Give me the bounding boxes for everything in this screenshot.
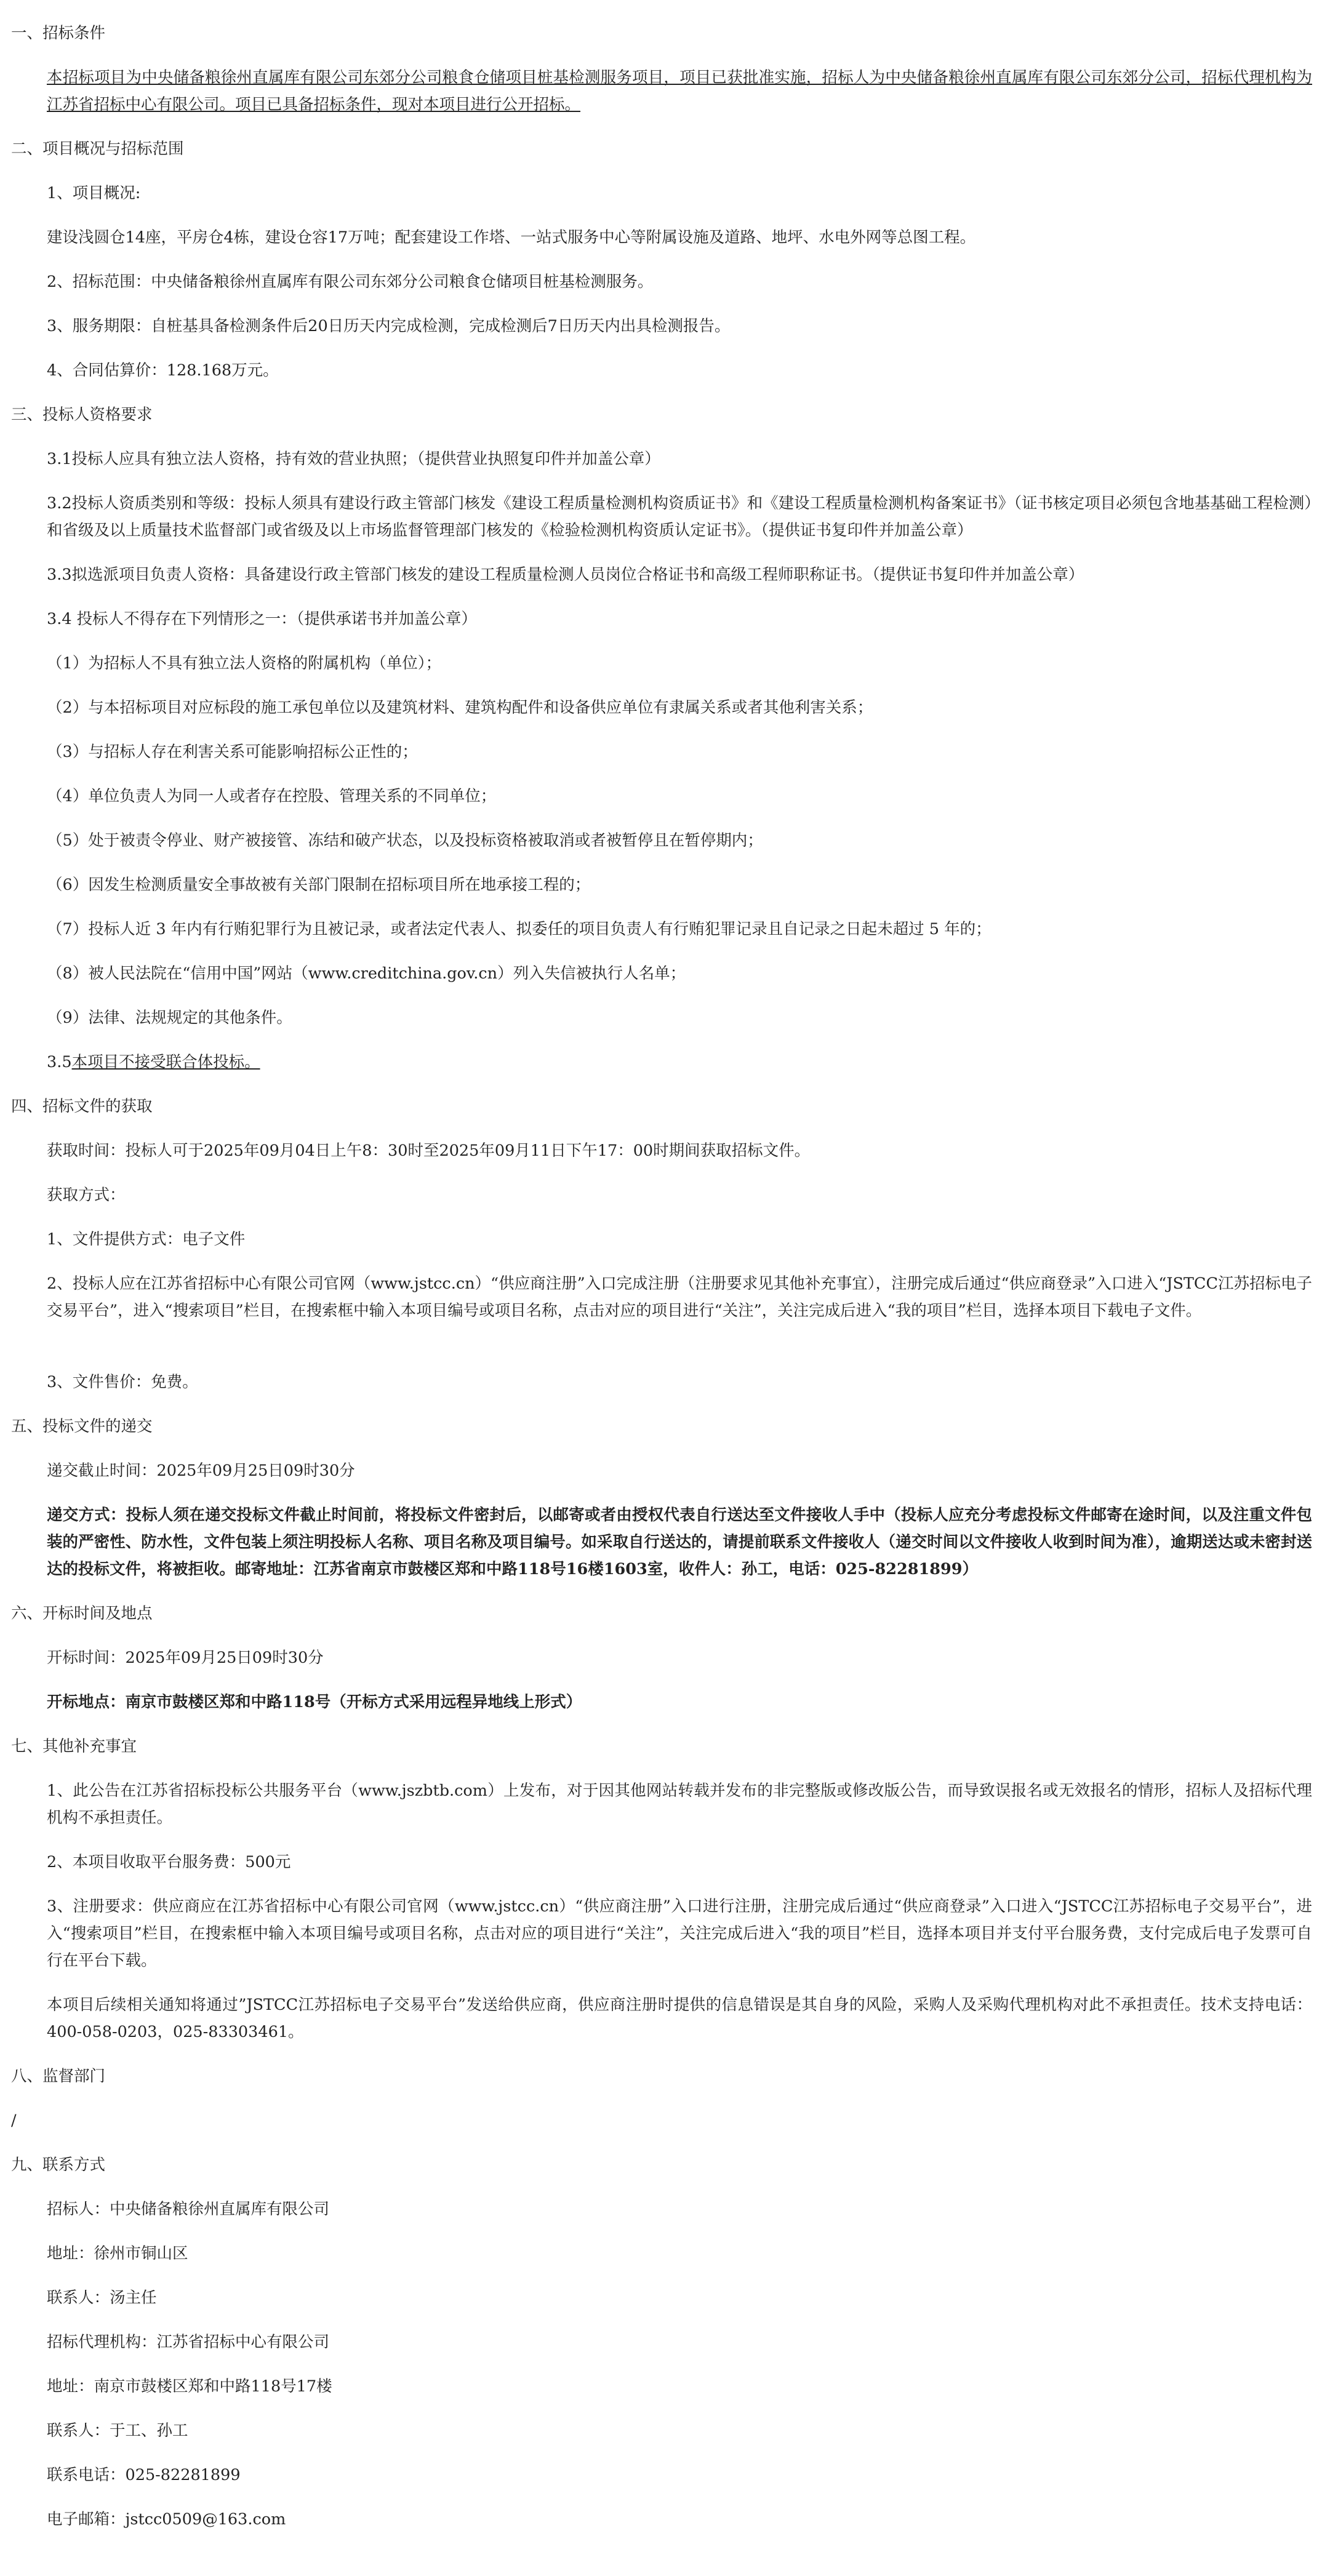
list-item: （2）与本招标项目对应标段的施工承包单位以及建筑材料、建筑构配件和设备供应单位有隶属关系或者其他利害关系； [47, 698, 873, 717]
acquisition-method-label: 获取方式： [47, 1186, 126, 1204]
supplement-item-4: 本项目后续相关通知将通过”JSTCC江苏招标电子交易平台”发送给供应商，供应商注册时提供的信息错误是其自身的风险，采购人及采购代理机构对此不承担责任。技术支持电话：400-058-0203，025-83303461。 [47, 1996, 1312, 2041]
list-item: （8）被人民法院在“信用中国”网站（www.creditchina.gov.cn）列入失信被执行人名单； [47, 964, 686, 983]
acquisition-time: 获取时间：投标人可于2025年09月04日上午8：30时至2025年09月11日下午17：00时期间获取招标文件。 [47, 1142, 811, 1160]
project-overview-text: 建设浅圆仓14座，平房仓4栋，建设仓容17万吨；配套建设工作塔、一站式服务中心等附属设施及道路、地坪、水电外网等总图工程。 [47, 228, 976, 247]
supplement-item-3: 3、注册要求：供应商应在江苏省招标中心有限公司官网（www.jstcc.cn）“供应商注册”入口进行注册，注册完成后通过“供应商登录”入口进入“JSTCC江苏招标电子交易平台”，进入“搜索项目”栏目，在搜索框中输入本项目编号或项目名称，点击对应的项目进行“关注”，关注完成后进入“我的项目”栏目，选择本项目并支付平台服务费，支付完成后电子发票可自行在平台下载。 [47, 1897, 1312, 1970]
section-heading: 二、项目概况与招标范围 [11, 140, 184, 158]
requirement-3-3: 3.3拟选派项目负责人资格：具备建设行政主管部门核发的建设工程质量检测人员岗位合格证书和高级工程师职称证书。（提供证书复印件并加盖公章） [47, 566, 1084, 584]
project-overview-label: 1、项目概况: [47, 184, 141, 202]
supplement-item-1: 1、此公告在江苏省招标投标公共服务平台（www.jszbtb.com）上发布，对于因其他网站转载并发布的非完整版或修改版公告，而导致误报名或无效报名的情形，招标人及招标代理机构不承担责任。 [47, 1782, 1312, 1827]
list-item: （3）与招标人存在利害关系可能影响招标公正性的； [47, 743, 418, 761]
list-item: （5）处于被责令停业、财产被接管、冻结和破产状态，以及投标资格被取消或者被暂停且在暂停期内； [47, 831, 763, 850]
section-heading: 七、其他补充事宜 [11, 1737, 137, 1756]
tender-conditions-paragraph: 本招标项目为中央储备粮徐州直属库有限公司东郊分公司粮食仓储项目桩基检测服务项目，项目已获批准实施，招标人为中央储备粮徐州直属库有限公司东郊分公司，招标代理机构为江苏省招标中心有限公司。项目已具备招标条件，现对本项目进行公开招标。 [47, 68, 1312, 114]
tenderer-contact: 联系人：汤主任 [47, 2289, 157, 2307]
requirement-3-5-prefix: 3.5 [47, 1053, 72, 1071]
list-item: （7）投标人近 3 年内有行贿犯罪行为且被记录，或者法定代表人、拟委任的项目负责人有行贿犯罪记录且自记录之日起未超过 5 年的； [47, 920, 991, 938]
agency-contact: 联系人：于工、孙工 [47, 2422, 188, 2440]
requirement-3-2: 3.2投标人资质类别和等级：投标人须具有建设行政主管部门核发《建设工程质量检测机构资质证书》和《建设工程质量检测机构备案证书》（证书核定项目必须包含地基基础工程检测）和省级及以上质量技术监督部门或省级及以上市场监督管理部门核发的《检验检测机构资质认定证书》。（提供证书复印件并加盖公章） [47, 494, 1312, 540]
list-item: （6）因发生检测质量安全事故被有关部门限制在招标项目所在地承接工程的； [47, 876, 591, 894]
requirement-3-4: 3.4 投标人不得存在下列情形之一：（提供承诺书并加盖公章） [47, 610, 477, 628]
agency-email: 电子邮箱：jstcc0509@163.com [47, 2510, 286, 2529]
submission-method: 递交方式：投标人须在递交投标文件截止时间前，将投标文件密封后，以邮寄或者由授权代表自行送达至文件接收人手中（投标人应充分考虑投标文件邮寄在途时间，以及注重文件包装的严密性、防水性，文件包装上须注明投标人名称、项目名称及项目编号。如采取自行送达的，请提前联系文件接收人（递交时间以文件接收人收到时间为准），逾期送达或未密封送达的投标文件，将被拒收。邮寄地址：江苏省南京市鼓楼区郑和中路118号16楼1603室，收件人：孙工，电话：025-82281899） [47, 1506, 1312, 1578]
section-heading: 九、联系方式 [11, 2156, 106, 2174]
section-heading: 六、开标时间及地点 [11, 1604, 153, 1623]
list-item: （9）法律、法规规定的其他条件。 [47, 1009, 292, 1027]
tenderer-address: 地址：徐州市铜山区 [47, 2244, 188, 2263]
section-heading: 三、投标人资格要求 [11, 406, 153, 424]
agency-name: 招标代理机构：江苏省招标中心有限公司 [47, 2333, 330, 2351]
section-heading: 四、招标文件的获取 [11, 1097, 153, 1116]
acquisition-instructions: 2、投标人应在江苏省招标中心有限公司官网（www.jstcc.cn）“供应商注册”入口完成注册（注册要求见其他补充事宜），注册完成后通过“供应商登录”入口进入“JSTCC江苏招标电子交易平台”，进入“搜索项目”栏目，在搜索框中输入本项目编号或项目名称，点击对应的项目进行“关注”，关注完成后进入“我的项目”栏目，选择本项目下载电子文件。 [47, 1274, 1312, 1320]
tender-scope: 2、招标范围：中央储备粮徐州直属库有限公司东郊分公司粮食仓储项目桩基检测服务。 [47, 273, 654, 291]
section-heading: 八、监督部门 [11, 2067, 106, 2086]
file-format: 1、文件提供方式：电子文件 [47, 1230, 246, 1249]
agency-phone: 联系电话：025-82281899 [47, 2466, 241, 2484]
supplement-item-2: 2、本项目收取平台服务费：500元 [47, 1853, 291, 1871]
tenderer-name: 招标人：中央储备粮徐州直属库有限公司 [47, 2200, 330, 2218]
contract-estimate: 4、合同估算价：128.168万元。 [47, 361, 279, 380]
list-item: （4）单位负责人为同一人或者存在控股、管理关系的不同单位； [47, 787, 497, 806]
requirement-3-5 [47, 1049, 260, 1076]
section-heading: 一、招标条件 [11, 24, 106, 42]
supervision-content: / [11, 2111, 17, 2130]
requirement-3-5-text: 本项目不接受联合体投标。 [71, 1053, 260, 1071]
submission-deadline: 递交截止时间：2025年09月25日09时30分 [47, 1462, 355, 1480]
section-heading: 五、投标文件的递交 [11, 1417, 153, 1436]
agency-address: 地址：南京市鼓楼区郑和中路118号17楼 [47, 2377, 332, 2396]
file-price: 3、文件售价：免费。 [47, 1373, 198, 1391]
requirement-3-1: 3.1投标人应具有独立法人资格，持有效的营业执照；（提供营业执照复印件并加盖公章） [47, 450, 660, 468]
service-period: 3、服务期限：自桩基具备检测条件后20日历天内完成检测，完成检测后7日历天内出具检测报告。 [47, 317, 731, 335]
opening-time: 开标时间：2025年09月25日09时30分 [47, 1649, 324, 1667]
list-item: （1）为招标人不具有独立法人资格的附属机构（单位）； [47, 654, 441, 673]
opening-place: 开标地点：南京市鼓楼区郑和中路118号（开标方式采用远程异地线上形式） [47, 1693, 582, 1711]
